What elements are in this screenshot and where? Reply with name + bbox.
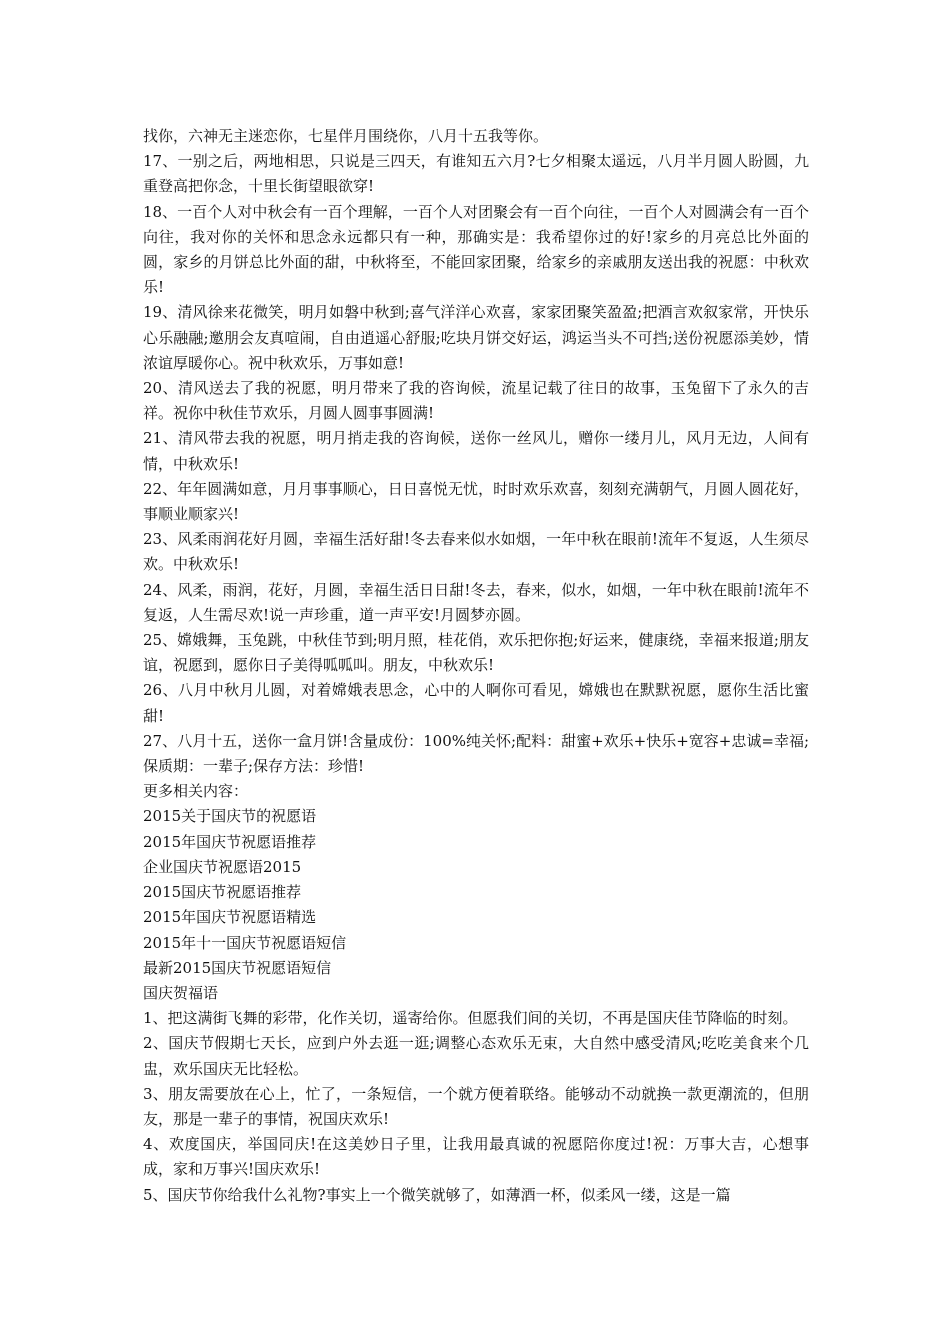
related-link: 最新2015国庆节祝愿语短信 <box>143 958 332 977</box>
paragraph-wish-26: 26、八月中秋月儿圆，对着嫦娥表思念，心中的人啊你可看见，嫦娥也在默默祝愿，愿你生活比蜜甜! <box>143 681 809 725</box>
paragraph-wish-17: 17、一别之后，两地相思，只说是三四天，有谁知五六月?七夕相聚太遥远，八月半月圆人盼圆，九重登高把你念，十里长街望眼欲穿! <box>143 152 809 196</box>
related-link: 2015年十一国庆节祝愿语短信 <box>143 933 347 952</box>
paragraph-wish-24: 24、风柔，雨润，花好，月圆，幸福生活日日甜!冬去，春来，似水，如烟，一年中秋在眼前!流年不复返，人生需尽欢!说一声珍重，道一声平安!月圆梦亦圆。 <box>143 580 809 624</box>
paragraph-national-2: 2、国庆节假期七天长，应到户外去逛一逛;调整心态欢乐无束，大自然中感受清风;吃吃美食来个几盅，欢乐国庆无比轻松。 <box>143 1034 809 1078</box>
section-heading: 国庆贺福语 <box>143 983 219 1002</box>
paragraph-wish-27: 27、八月十五，送你一盒月饼!含量成份：100%纯关怀;配料：甜蜜+欢乐+快乐+宽容+忠诚=幸福;保质期：一辈子;保存方法：珍惜! <box>143 731 809 776</box>
document-body <box>143 124 809 1208</box>
paragraph-wish-22: 22、年年圆满如意，月月事事顺心，日日喜悦无忧，时时欢乐欢喜，刻刻充满朝气，月圆人圆花好，事顺业顺家兴! <box>143 479 809 524</box>
related-link: 2015年国庆节祝愿语精选 <box>143 908 317 927</box>
related-link: 2015年国庆节祝愿语推荐 <box>143 832 317 851</box>
paragraph-wish-25: 25、嫦娥舞，玉兔跳，中秋佳节到;明月照，桂花俏，欢乐把你抱;好运来，健康绕，幸福来报道;朋友谊，祝愿到，愿你日子美得呱呱叫。朋友，中秋欢乐! <box>143 631 809 675</box>
paragraph-continuation: 找你，六神无主迷恋你，七星伴月围绕你，八月十五我等你。 <box>143 127 549 145</box>
related-heading: 更多相关内容： <box>143 782 249 801</box>
related-link: 2015国庆节祝愿语推荐 <box>143 883 302 902</box>
paragraph-wish-18: 18、一百个人对中秋会有一百个理解，一百个人对团聚会有一百个向往，一百个人对圆满会有一百个向往，我对你的关怀和思念永远都只有一种，那确实是：我希望你过的好!家乡的月亮总比外面的圆，家乡的月饼总比外面的甜，中秋将至，不能回家团聚，给家乡的亲戚朋友送出我的祝愿：中秋欢乐! <box>143 202 809 297</box>
paragraph-national-3: 3、朋友需要放在心上，忙了，一条短信，一个就方便着联络。能够动不动就换一款更潮流的，但朋友，那是一辈子的事情，祝国庆欢乐! <box>143 1084 809 1128</box>
paragraph-wish-23: 23、风柔雨润花好月圆，幸福生活好甜!冬去春来似水如烟，一年中秋在眼前!流年不复返，人生须尽欢。中秋欢乐! <box>143 530 809 574</box>
paragraph-national-4: 4、欢度国庆，举国同庆!在这美妙日子里，让我用最真诚的祝愿陪你度过!祝：万事大吉，心想事成，家和万事兴!国庆欢乐! <box>143 1135 809 1179</box>
paragraph-wish-21: 21、清风带去我的祝愿，明月捎走我的咨询候，送你一丝风儿，赠你一缕月儿，风月无边，人间有情，中秋欢乐! <box>143 429 809 473</box>
paragraph-wish-20: 20、清风送去了我的祝愿，明月带来了我的咨询候，流星记载了往日的故事，玉兔留下了永久的吉祥。祝你中秋佳节欢乐，月圆人圆事事圆满! <box>143 379 809 423</box>
paragraph-national-5: 5、国庆节你给我什么礼物?事实上一个微笑就够了，如薄酒一杯，似柔风一缕，这是一篇 <box>143 1185 731 1204</box>
related-link: 企业国庆节祝愿语2015 <box>143 857 302 876</box>
paragraph-wish-19: 19、清风徐来花微笑，明月如磐中秋到;喜气洋洋心欢喜，家家团聚笑盈盈;把酒言欢叙家常，开快乐心乐融融;邀朋会友真喧闹，自由逍遥心舒服;吃块月饼交好运，鸿运当头不可挡;送份祝愿添美妙，情浓谊厚暖你心。祝中秋欢乐，万事如意! <box>143 303 809 372</box>
related-link: 2015关于国庆节的祝愿语 <box>143 807 317 826</box>
paragraph-national-1: 1、把这满街飞舞的彩带，化作关切，遥寄给你。但愿我们间的关切，不再是国庆佳节降临的时刻。 <box>143 1009 798 1028</box>
